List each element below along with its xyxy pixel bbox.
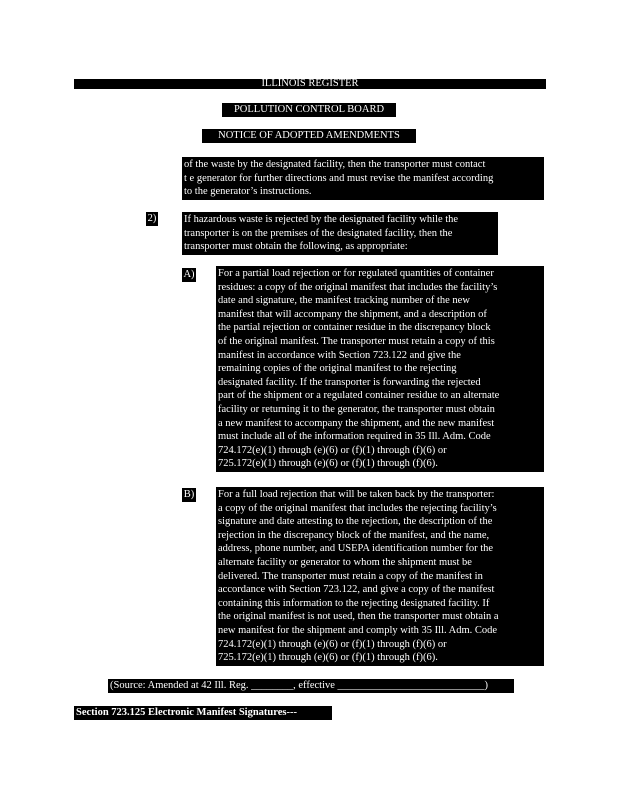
text-line: of the original manifest. The transporter must retain a copy of this — [218, 335, 495, 347]
item-2-number: 2) — [147, 213, 157, 224]
source-note — [108, 679, 514, 693]
text-line: 725.172(e)(1) through (e)(6) or (f)(1) through (f)(6). — [218, 458, 438, 470]
text-line: remaining copies of the original manifest to the rejecting — [218, 363, 457, 375]
text-line: t e generator for further directions and must revise the manifest according — [184, 172, 494, 184]
paragraph-continuation — [182, 157, 544, 200]
text-line: must include all of the information required in 35 Ill. Adm. Code — [218, 431, 491, 443]
text-line: If hazardous waste is rejected by the designated facility while the — [184, 214, 459, 225]
text-line: For a partial load rejection or for regulated quantities of container — [218, 268, 494, 279]
item-b-number: B) — [183, 489, 195, 500]
source-suffix: ) — [484, 680, 489, 691]
text-line: new manifest for the shipment and comply with 35 Ill. Adm. Code — [218, 624, 498, 636]
board-title: POLLUTION CONTROL BOARD — [222, 103, 396, 117]
text-line: part of the shipment or a regulated container residue to an alternate — [218, 390, 500, 402]
text-line: the partial rejection or container residue in the discrepancy block — [218, 322, 491, 334]
text-line: delivered. The transporter must retain a copy of the manifest in — [218, 570, 483, 582]
section-heading: Section 723.125 Electronic Manifest Signatures--- — [74, 706, 332, 720]
text-line: signature and date attesting to the rejection, the description of the — [218, 516, 493, 528]
text-line: of the waste by the designated facility, then the transporter must contact — [184, 159, 486, 170]
text-line: the original manifest is not used, then the transporter must obtain a — [218, 611, 499, 623]
item-a-number: A) — [183, 269, 195, 280]
text-line: manifest that will accompany the shipment, and a description of — [218, 308, 487, 320]
item-b-paragraph — [216, 487, 544, 666]
register-title: ILLINOIS REGISTER — [261, 78, 359, 89]
text-line: manifest in accordance with Section 723.122 and give the — [218, 349, 461, 361]
text-line: designated facility. If the transporter is forwarding the rejected — [218, 376, 481, 388]
text-line: a copy of the original manifest that includes the rejecting facility’s — [218, 502, 497, 514]
text-line: transporter is on the premises of the designated facility, then the — [184, 227, 453, 239]
source-middle: , effective — [293, 680, 338, 691]
text-line: containing this information to the rejecting designated facility. If — [218, 597, 490, 609]
text-line: 724.172(e)(1) through (e)(6) or (f)(1) through (f)(6) or — [218, 638, 447, 650]
item-2-paragraph — [182, 212, 498, 255]
notice-title: NOTICE OF ADOPTED AMENDMENTS — [202, 129, 416, 143]
source-prefix: (Source: Amended at 42 Ill. Reg. — [110, 680, 252, 691]
item-a-paragraph — [216, 266, 544, 472]
text-line: accordance with Section 723.122, and give a copy of the manifest — [218, 584, 495, 596]
text-line: facility or returning it to the generator, the transporter must obtain — [218, 403, 495, 415]
text-line: to the generator’s instructions. — [184, 186, 312, 198]
text-line: 725.172(e)(1) through (e)(6) or (f)(1) through (f)(6). — [218, 652, 438, 664]
text-line: For a full load rejection that will be taken back by the transporter: — [218, 489, 495, 500]
text-line: 724.172(e)(1) through (e)(6) or (f)(1) through (f)(6) or — [218, 444, 447, 456]
text-line: residues: a copy of the original manifest that includes the facility’s — [218, 281, 498, 293]
text-line: date and signature, the manifest tracking number of the new — [218, 295, 470, 307]
text-line: transporter must obtain the following, as appropriate: — [184, 241, 408, 253]
source-blank-register: ________ — [251, 680, 294, 691]
text-line: a new manifest to accompany the shipment, and the new manifest — [218, 417, 495, 429]
text-line: address, phone number, and USEPA identification number for the — [218, 543, 494, 555]
text-line: rejection in the discrepancy block of the manifest, and the name, — [218, 529, 490, 541]
source-blank-effective: ____________________________ — [337, 680, 485, 691]
text-line: alternate facility or generator to whom the shipment must be — [218, 556, 472, 568]
